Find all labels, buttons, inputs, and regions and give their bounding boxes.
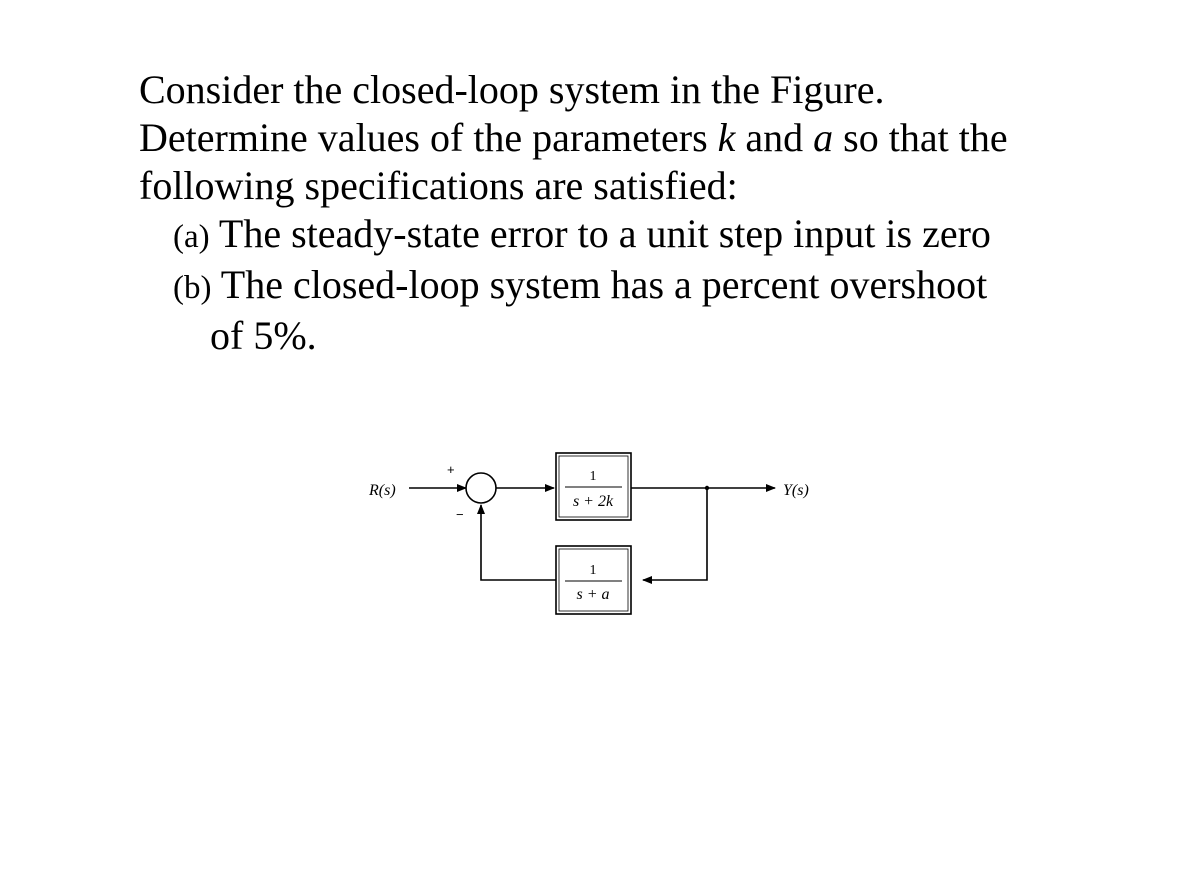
- spec-b-continuation: of 5%.: [210, 313, 317, 358]
- forward-numerator: 1: [589, 469, 597, 484]
- feedback-denominator: s + a: [576, 586, 610, 603]
- feedback-path-left: [481, 505, 556, 580]
- parameter-a: a: [813, 115, 834, 160]
- spec-b-label: (b): [173, 270, 212, 306]
- spec-a-text: The steady-state error to a unit step input is zero: [209, 211, 991, 256]
- output-label: Y(s): [783, 482, 809, 499]
- problem-line-2-start: Determine values of the parameters: [139, 115, 718, 160]
- minus-sign: −: [456, 507, 464, 522]
- problem-line-2-end: so that the: [833, 115, 1008, 160]
- feedback-block: [556, 546, 631, 614]
- feedback-numerator: 1: [589, 563, 597, 578]
- spec-b-text: The closed-loop system has a percent overshoot: [211, 262, 988, 307]
- problem-line-1: Consider the closed-loop system in the Figure.: [139, 67, 885, 112]
- problem-line-3: following specifications are satisfied:: [139, 163, 738, 208]
- feedback-path-right: [643, 488, 707, 580]
- spec-a-label: (a): [173, 219, 210, 255]
- parameter-k: k: [717, 115, 736, 160]
- forward-denominator: s + 2k: [572, 493, 614, 510]
- plus-sign: +: [447, 462, 455, 477]
- problem-line-2-and: and: [735, 115, 814, 160]
- input-label: R(s): [369, 482, 396, 499]
- summing-junction: [466, 473, 496, 503]
